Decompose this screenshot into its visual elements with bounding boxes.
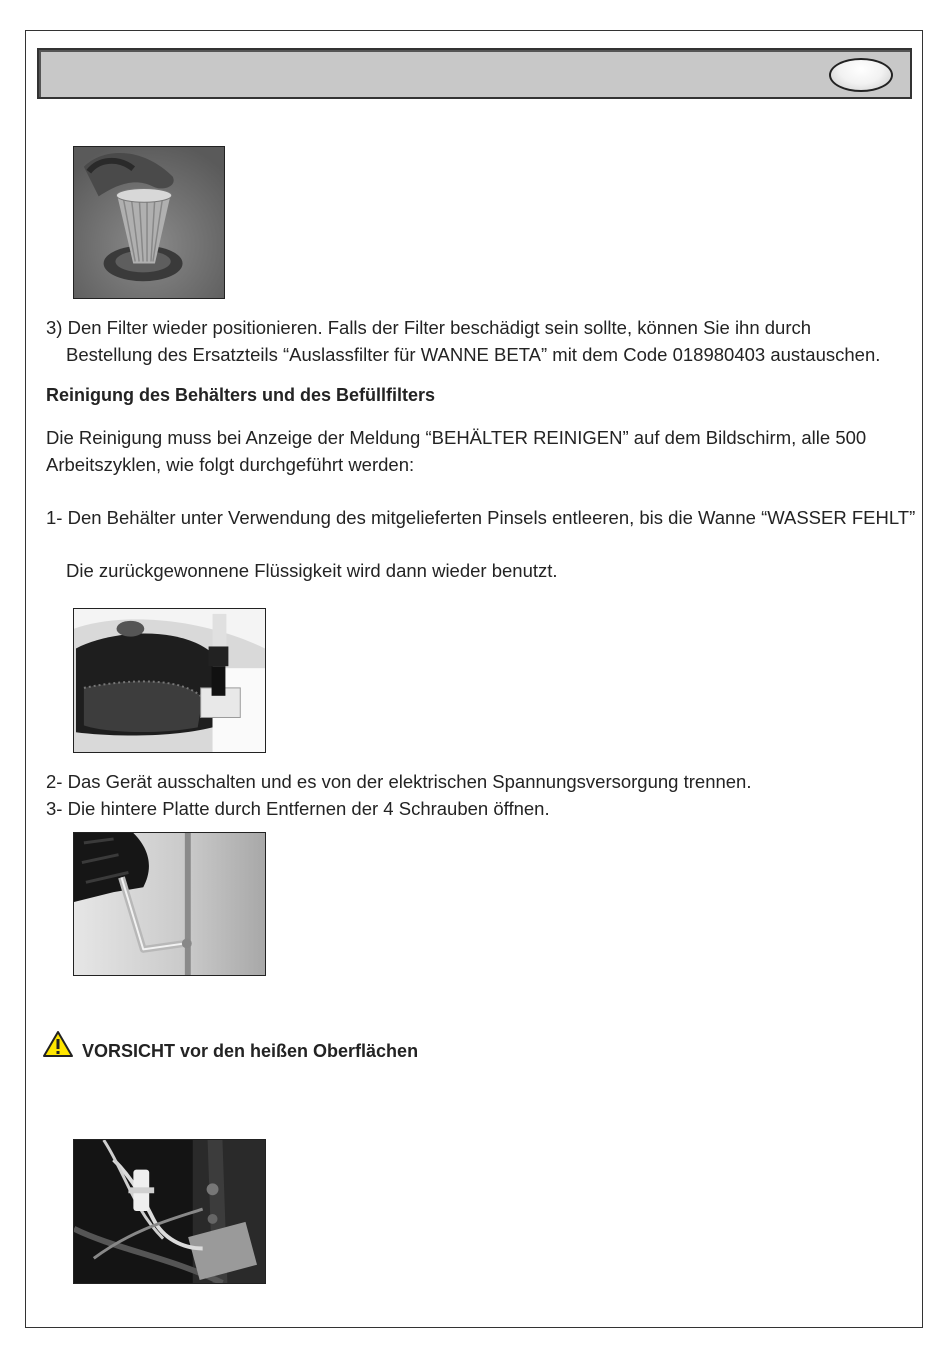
section-badge [829, 58, 893, 92]
step-1-note: Die zurückgewonnene Flüssigkeit wird dann wieder benutzt. [66, 560, 558, 581]
step-3: 3- Die hintere Platte durch Entfernen der 4 Schrauben öffnen. [46, 798, 550, 819]
step-2: 2- Das Gerät ausschalten und es von der elektrischen Spannungsversorgung trennen. [46, 771, 752, 792]
item-3-line-2: Bestellung des Ersatzteils “Auslassfilter für WANNE BETA” mit dem Code 018980403 austauschen. [66, 344, 881, 365]
tank-photo [73, 608, 266, 753]
step-1: 1- Den Behälter unter Verwendung des mitgelieferten Pinsels entleeren, bis die Wanne “WASSER FEHLT” [46, 507, 916, 528]
intro-line-1: Die Reinigung muss bei Anzeige der Meldung “BEHÄLTER REINIGEN” auf dem Bildschirm, alle 500 [46, 427, 867, 448]
warning-text: VORSICHT vor den heißen Oberflächen [82, 1041, 419, 1061]
item-3-line-1: 3) Den Filter wieder positionieren. Falls der Filter beschädigt sein sollte, können Sie ihn durch [46, 317, 812, 338]
filter-photo [73, 146, 225, 299]
wiring-photo [73, 1139, 266, 1284]
warning-triangle-icon [42, 1030, 74, 1058]
section-heading: Reinigung des Behälters und des Befüllfilters [46, 385, 436, 405]
allen-key-photo [73, 832, 266, 976]
header-bar [37, 48, 912, 99]
intro-line-2: Arbeitszyklen, wie folgt durchgeführt werden: [46, 454, 415, 475]
